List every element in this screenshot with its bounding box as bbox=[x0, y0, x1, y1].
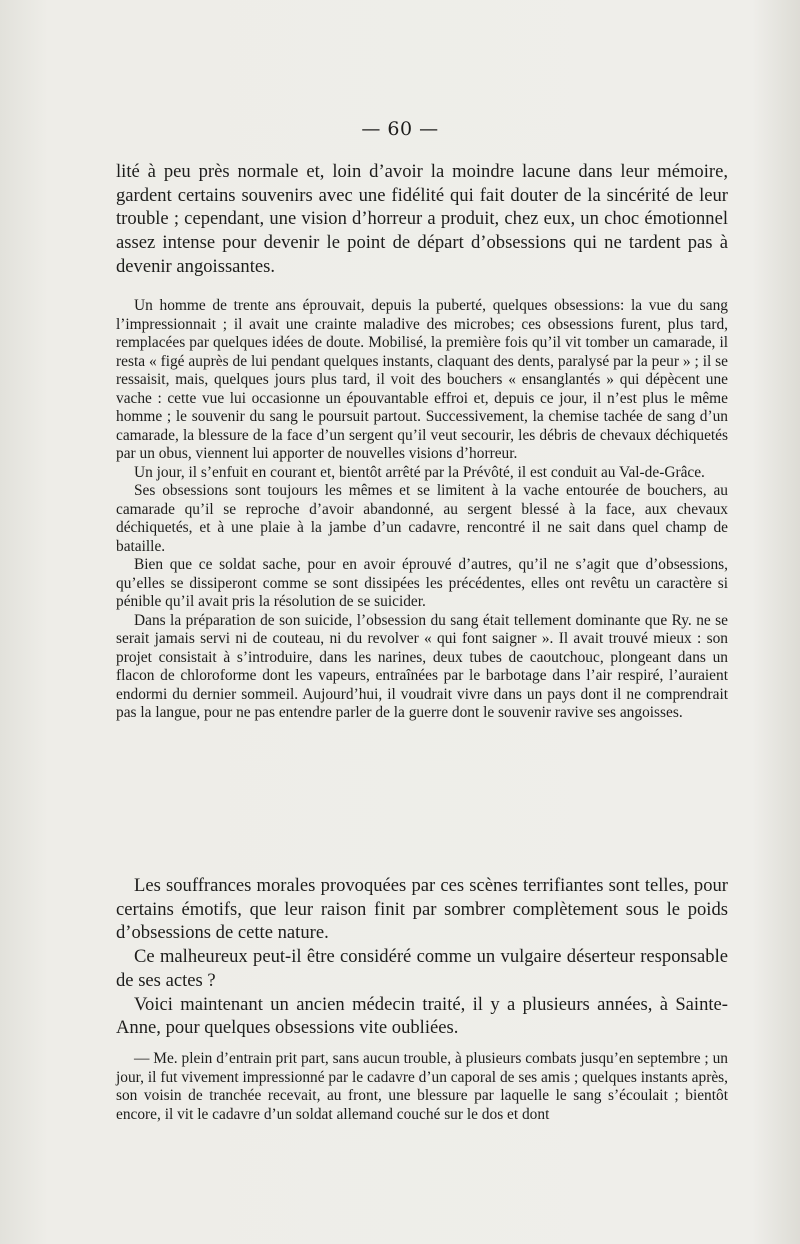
commentary-paragraph: Les souffrances morales provoquées par ces scènes terrifiantes sont telles, pour certains émotifs, que leur raison finit par sombrer complètement sous le poids d’obsessions de cette nature. bbox=[116, 875, 728, 944]
case-paragraph: Dans la préparation de son suicide, l’obsession du sang était tellement dominante que Ry. ne se serait jamais servi ni de couteau, ni du revolver « qui font saigner ». Il avait trouvé mieux : son projet consistait à s’introduire, dans les narines, deux tubes de caoutchouc, plongeant dans un flacon de chloroforme dont les vapeurs, entraînées par le barbotage dans l’air respiré, l’auraient endormi du dernier sommeil. Aujourd’hui, il voudrait vivre dans un pays dont il ne comprendrait pas la langue, pour ne pas entendre parler de la guerre dont le souvenir ravive ses angoisses. bbox=[116, 611, 728, 721]
commentary-paragraph: Ce malheureux peut-il être considéré comme un vulgaire déserteur responsable de ses actes ? bbox=[116, 946, 728, 991]
case-paragraph: Bien que ce soldat sache, pour en avoir éprouvé d’autres, qu’il ne s’agit que d’obsessions, qu’elles se dissiperont comme se sont dissipées les précédentes, elles ont revêtu un caractère si pénible qu’il avait pris la résolution de se suicider. bbox=[116, 556, 728, 610]
page-number: — 60 — bbox=[361, 118, 439, 140]
case-study-section bbox=[116, 297, 728, 723]
case-paragraph: Un homme de trente ans éprouvait, depuis la puberté, quelques obsessions: la vue du sang l’impressionnait ; il avait une crainte maladive des microbes; ces obsessions furent, plus tard, remplacées par quelques idées de doute. Mobilisé, la première fois qu’il vit tomber un camarade, il resta « figé auprès de lui pendant quelques instants, claquant des dents, paralysé par la peur » ; il se ressaisit, mais, quelques jours plus tard, il voit des bouchers « ensanglantés » qui dépècent une vache : cette vue lui occasionne un épouvantable effroi et, depuis ce jour, il n’est plus le même homme ; le souvenir du sang le poursuit partout. Successivement, la chemise tachée de sang d’un camarade, la blessure de la face d’un sergent qu’il veut secourir, les débris de chevaux déchiquetés par un obus, viennent lui apporter de nouvelles visions d’horreur. bbox=[116, 297, 728, 462]
second-case-section bbox=[116, 1050, 728, 1124]
second-case-paragraph: — Me. plein d’entrain prit part, sans aucun trouble, à plusieurs combats jusqu’en septembre ; un jour, il fut vivement impressionné par le cadavre d’un caporal de ses amis ; quelques instants après, son voisin de tranchée recevait, au front, une blessure par laquelle le sang s’écoulait ; bientôt encore, il vit le cadavre d’un soldat allemand couché sur le dos et dont bbox=[116, 1050, 728, 1123]
opening-paragraph: lité à peu près normale et, loin d’avoir la moindre lacune dans leur mémoire, gardent certains souvenirs avec une fidélité qui fait douter de la sincérité de leur trouble ; cependant, une vision d’horreur a produit, chez eux, un choc émotionnel assez intense pour devenir le point de départ d’obsessions qui ne tardent pas à devenir angoissantes. bbox=[116, 161, 728, 277]
case-paragraph: Ses obsessions sont toujours les mêmes et se limitent à la vache entourée de bouchers, au camarade qu’il se reproche d’avoir abandonné, au sergent blessé à la face, aux chevaux déchiquetés, et à une plaie à la jambe d’un cadavre, rencontré il ne sait dans quel champ de bataille. bbox=[116, 482, 728, 555]
commentary-paragraph: Voici maintenant un ancien médecin traité, il y a plusieurs années, à Sainte-Anne, pour quelques obsessions vite oubliées. bbox=[116, 993, 728, 1039]
commentary-section bbox=[116, 874, 728, 1040]
case-paragraph: Un jour, il s’enfuit en courant et, bientôt arrêté par la Prévôté, il est conduit au Val-de-Grâce. bbox=[134, 463, 705, 481]
opening-section bbox=[116, 160, 728, 279]
